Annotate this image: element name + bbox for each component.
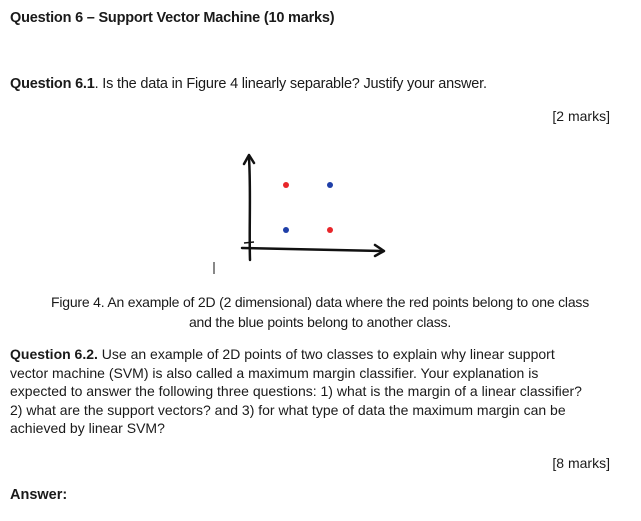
question-6-2-line-4: 2) what are the support vectors? and 3) for what type of data the maximum margin can be [10,401,566,418]
question-6-2-label: Question 6.2. [10,346,98,362]
axis-origin-tick [244,242,254,243]
x-axis [242,248,382,251]
question-6-2-line-2: vector machine (SVM) is also called a maximum margin classifier. Your explanation is [10,364,539,381]
red-point-1 [283,182,289,188]
question-6-2-line-3: expected to answer the following three questions: 1) what is the margin of a linear classifier? [10,383,582,400]
question-6-1-marks: [2 marks] [552,108,610,124]
question-6-1 [10,76,487,92]
question-6-2-line-1 [10,345,610,364]
figure-4-scatter [200,150,400,275]
caption-line-1: Figure 4. An example of 2D (2 dimensional) data where the red points belong to one class [50,294,590,310]
question-6-2-marks: [8 marks] [552,455,610,471]
question-6-1-text: . Is the data in Figure 4 linearly separable? Justify your answer. [94,76,487,92]
caption-line-2: and the blue points belong to another class. [188,314,452,330]
question-6-2-text-1: Use an example of 2D points of two classes to explain why linear support [97,346,555,362]
blue-point-2 [327,182,333,188]
question-6-2-line-5: achieved by linear SVM? [10,420,165,437]
question-6-title: Question 6 – Support Vector Machine (10 marks) [10,10,335,26]
blue-point-3 [283,227,289,233]
figure-4-caption [20,292,620,332]
y-axis [249,158,250,260]
question-6-1-label: Question 6.1 [10,76,95,92]
data-points [283,182,333,233]
red-point-4 [327,227,333,233]
question-6-2 [10,345,610,438]
answer-label: Answer: [10,487,68,503]
